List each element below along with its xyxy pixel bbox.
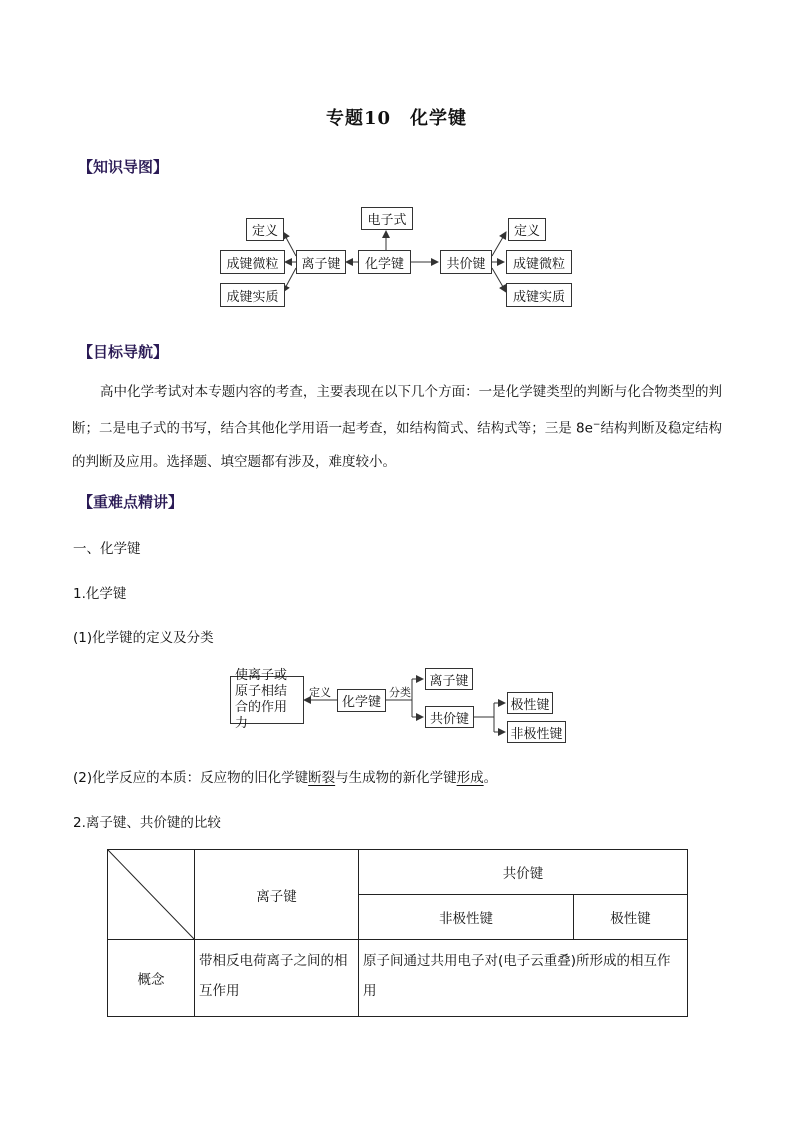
section-goal-navigation: 【目标导航】 bbox=[78, 343, 169, 361]
corner-diagonal bbox=[108, 850, 195, 940]
map-electron-formula: 电子式 bbox=[361, 207, 413, 230]
ionic-concept: 带相反电荷离子之间的相互作用 bbox=[195, 940, 359, 1017]
map-covalent-bond: 共价键 bbox=[440, 250, 492, 274]
essence-suffix: 。 bbox=[483, 770, 498, 786]
header-polar: 极性键 bbox=[574, 895, 688, 940]
header-nonpolar: 非极性键 bbox=[359, 895, 574, 940]
classify-nonpolar-bond: 非极性键 bbox=[507, 721, 566, 743]
row-concept-label: 概念 bbox=[108, 940, 195, 1017]
heading-chemical-bond: 一、化学键 bbox=[73, 541, 141, 557]
header-ionic: 离子键 bbox=[195, 850, 359, 940]
map-center-bond: 化学键 bbox=[358, 250, 411, 274]
classify-center-bond: 化学键 bbox=[337, 689, 386, 712]
map-covalent-particles: 成键微粒 bbox=[506, 250, 572, 274]
label-definition: 定义 bbox=[309, 686, 331, 699]
covalent-concept: 原子间通过共用电子对(电子云重叠)所形成的相互作用 bbox=[359, 940, 688, 1017]
map-ionic-essence: 成键实质 bbox=[220, 283, 285, 307]
essence-mid: 与生成物的新化学键 bbox=[335, 770, 457, 786]
heading-comparison: 2.离子键、共价键的比较 bbox=[73, 815, 221, 831]
map-ionic-bond: 离子键 bbox=[296, 250, 346, 274]
label-classification: 分类 bbox=[389, 686, 411, 699]
classify-covalent-bond: 共价键 bbox=[425, 706, 474, 728]
reaction-essence bbox=[73, 766, 497, 786]
heading-1-chemical-bond: 1.化学键 bbox=[73, 586, 127, 602]
essence-break: 断裂 bbox=[308, 770, 336, 786]
goal-paragraph bbox=[72, 376, 722, 479]
page-title: 专题10 化学键 bbox=[325, 108, 468, 129]
essence-form: 形成 bbox=[456, 770, 484, 786]
arrow-covalent-to-essence bbox=[492, 268, 506, 292]
heading-definition-classification: (1)化学键的定义及分类 bbox=[73, 630, 214, 646]
arrow-covalent-to-def bbox=[492, 232, 506, 256]
essence-prefix: (2)化学反应的本质：反应物的旧化学键 bbox=[73, 770, 309, 786]
map-covalent-definition: 定义 bbox=[508, 218, 546, 241]
goal-superscript: − bbox=[592, 420, 601, 430]
comparison-table bbox=[107, 849, 688, 1017]
map-covalent-essence: 成键实质 bbox=[506, 283, 572, 307]
classify-ionic-bond: 离子键 bbox=[425, 668, 473, 690]
map-ionic-particles: 成键微粒 bbox=[220, 250, 285, 274]
goal-text-1: 高中化学考试对本专题内容的考查，主要表现在以下几个方面：一是化学键类型的判断与化合物类型的判断；二是电子式的书写，结合其他化学用语一起考查，如结构简式、结构式等；三是 8e bbox=[72, 384, 722, 437]
section-knowledge-map: 【知识导图】 bbox=[78, 158, 169, 176]
header-covalent: 共价键 bbox=[359, 850, 688, 895]
classify-polar-bond: 极性键 bbox=[507, 692, 553, 714]
goal-text-2: 结构判断及稳定结构的判断及应用。选择题、填空题都有涉及，难度较小。 bbox=[72, 420, 723, 470]
table-corner-cell bbox=[108, 850, 195, 940]
definition-box: 使离子或原子相结合的作用力 bbox=[230, 676, 304, 724]
map-ionic-definition: 定义 bbox=[246, 218, 284, 241]
section-key-points: 【重难点精讲】 bbox=[78, 493, 184, 511]
